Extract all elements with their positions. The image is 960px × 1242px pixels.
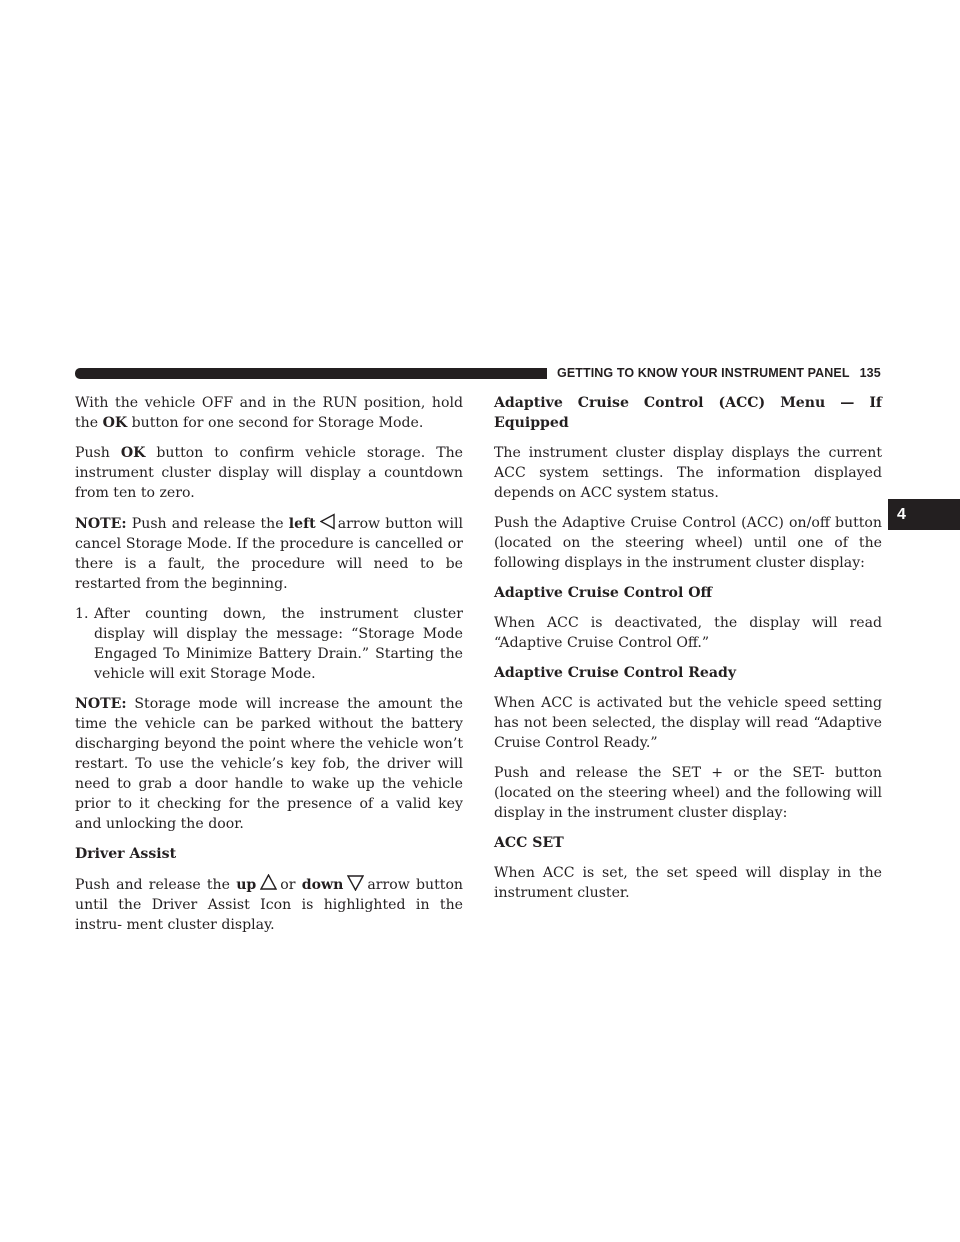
paragraph-acc-button: Push the Adaptive Cruise Control (ACC) on/off button (located on the steering wheel) until one of the following displays in the instrument cluster display: [494, 515, 882, 571]
heading-acc-ready: Adaptive Cruise Control Ready [494, 665, 737, 681]
heading-driver-assist: Driver Assist [75, 846, 177, 862]
paragraph-driver-assist: Push and release the up or down arrow button until the Driver Assist Icon is highlighted in the instru- ment cluster display. [75, 874, 463, 935]
heading-acc-off: Adaptive Cruise Control Off [494, 585, 713, 601]
chapter-tab: 4 [888, 499, 960, 530]
running-header [557, 366, 887, 380]
list-item [75, 604, 463, 684]
up-arrow-icon [260, 874, 277, 891]
note-label: NOTE: [75, 696, 127, 712]
left-arrow-icon [320, 513, 335, 530]
paragraph-acc-ready: When ACC is activated but the vehicle speed setting has not been selected, the display will read “Adaptive Cruise Control Ready.” [494, 695, 882, 751]
page-number: 135 [859, 366, 881, 380]
right-column [494, 393, 882, 913]
note-cancel-storage: NOTE: Push and release the left arrow button will cancel Storage Mode. If the procedure is cancelled or there is a fault, the procedure will need to be restarted from the beginning. [75, 513, 463, 594]
list-number: 1. [75, 606, 89, 622]
header-rule [75, 368, 547, 379]
paragraph-acc-off: When ACC is deactivated, the display will read “Adaptive Cruise Control Off.” [494, 615, 882, 651]
paragraph-storage-confirm: Push OK button to confirm vehicle storage. The instrument cluster display will display a countdown from ten to zero. [75, 445, 464, 501]
ok-label: OK [120, 445, 146, 461]
paragraph-acc-display: The instrument cluster display displays the current ACC system settings. The information displayed depends on ACC system status. [494, 445, 882, 501]
heading-acc-menu: Adaptive Cruise Control (ACC) Menu — If Equipped [494, 395, 882, 431]
list-text: After counting down, the instrument cluster display will display the message: “Storage Mode Engaged To Minimize Battery Drain.” Starting the vehicle will exit Storage Mode. [94, 606, 463, 682]
paragraph-acc-set-button: Push and release the SET + or the SET- button (located on the steering wheel) and the following will display in the instrument cluster display: [494, 765, 882, 821]
paragraph-acc-set: When ACC is set, the set speed will display in the instrument cluster. [494, 865, 882, 901]
left-column [75, 393, 463, 945]
paragraph-storage-hold: With the vehicle OFF and in the RUN position, hold the OK button for one second for Storage Mode. [75, 395, 463, 431]
heading-acc-set: ACC SET [494, 835, 564, 851]
down-arrow-icon [347, 874, 364, 891]
ok-label: OK [102, 415, 128, 431]
header-title: GETTING TO KNOW YOUR INSTRUMENT PANEL [557, 366, 850, 380]
note-label: NOTE: [75, 516, 127, 532]
note-storage-mode: NOTE: Storage mode will increase the amount the time the vehicle can be parked without the battery discharging beyond the point where the vehicle won’t restart. To use the vehicle’s key fob, the driver will need to grab a door handle to wake up the vehicle prior to it checking for the presence of a valid key and unlocking the door. [75, 696, 464, 832]
